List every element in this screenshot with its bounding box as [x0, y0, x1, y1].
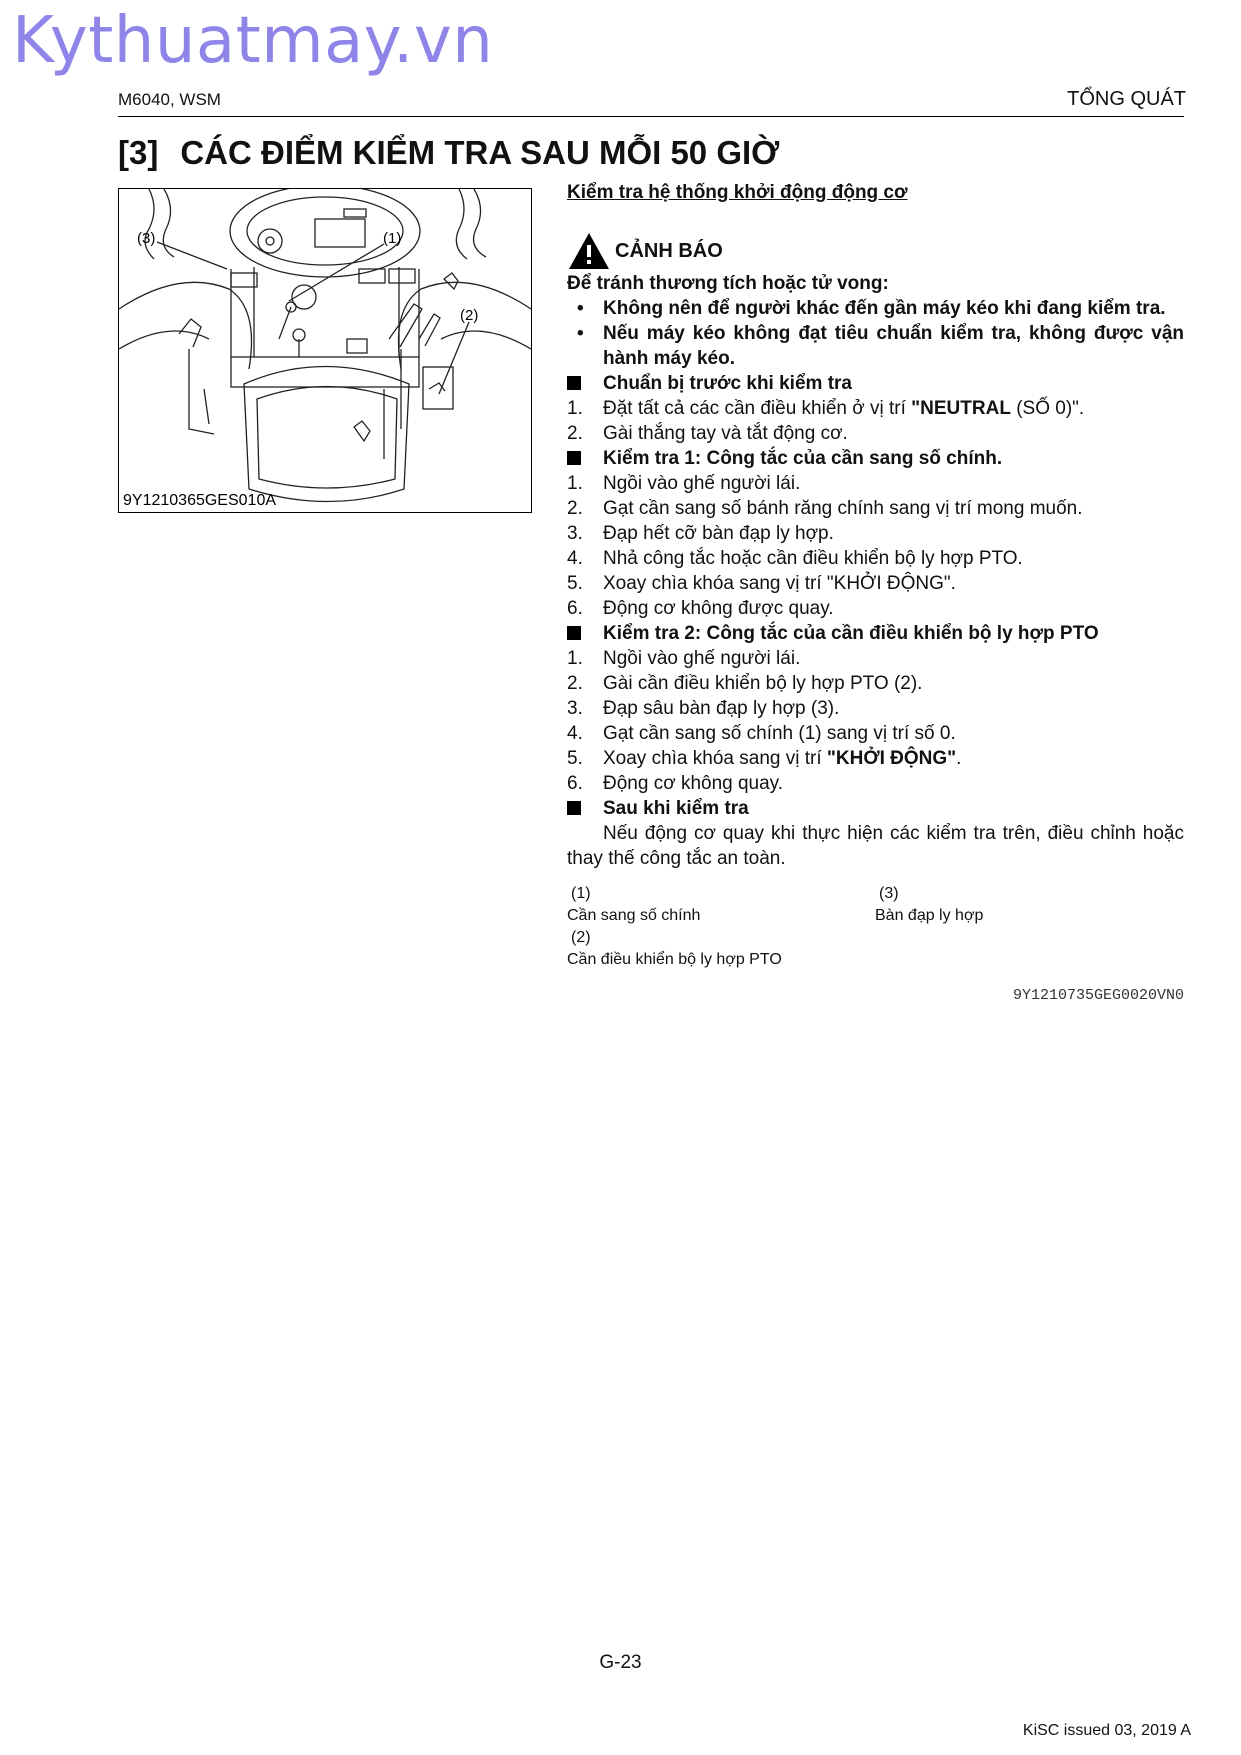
title-text: CÁC ĐIỂM KIỂM TRA SAU MỖI 50 GIỜ [180, 134, 780, 171]
figure-legend [567, 883, 1184, 971]
test1-step: 2. Gạt cần sang số bánh răng chính sang vị trí mong muốn. [567, 498, 1083, 519]
prep-step: 2. Gài thắng tay và tắt động cơ. [567, 423, 848, 444]
doc-code: 9Y1210735GEG0020VN0 [1012, 987, 1184, 1004]
figure-code: 9Y1210365GES010A [123, 492, 277, 509]
test1-step: 1. Ngồi vào ghế người lái. [567, 473, 801, 494]
warning-bullet: • Nếu máy kéo không đạt tiêu chuẩn kiểm tra, không được vận hành máy kéo. [567, 321, 1184, 371]
test1-step: 5. Xoay chìa khóa sang vị trí "KHỞI ĐỘNG". [567, 573, 956, 594]
warning-intro: Để tránh thương tích hoặc tử vong: [567, 273, 889, 294]
test2-step: 3. Đạp sâu bàn đạp ly hợp (3). [567, 698, 840, 719]
procedure-content [567, 180, 1184, 1008]
warning-header [567, 231, 1184, 271]
watermark: Kythuatmay.vn [12, 4, 494, 78]
tractor-cab-figure [118, 188, 532, 513]
page-number: G-23 [599, 1652, 642, 1673]
issue-note: KiSC issued 03, 2019 A [1022, 1722, 1191, 1739]
test2-step: 5. Xoay chìa khóa sang vị trí "KHỞI ĐỘNG". [567, 748, 962, 769]
warning-list [567, 296, 1184, 371]
callout-1: (1) [383, 230, 402, 247]
warning-triangle-icon [567, 231, 611, 271]
header-model: M6040, WSM [118, 90, 221, 109]
prep-step: 1. Đặt tất cả các cần điều khiển ở vị trí "NEUTRAL (SỐ 0)". [567, 398, 1085, 419]
section-heading: Kiểm tra hệ thống khởi động động cơ [567, 182, 908, 203]
test2-heading: Kiểm tra 2: Công tắc của cần điều khiển bộ ly hợp PTO [567, 621, 1184, 646]
test2-step: 6. Động cơ không quay. [567, 773, 784, 794]
after-heading: Sau khi kiểm tra [567, 796, 1184, 821]
callout-3: (3) [137, 230, 156, 247]
prep-heading: Chuẩn bị trước khi kiểm tra [567, 371, 1184, 396]
header-rule [118, 116, 1184, 117]
page-title [118, 134, 779, 172]
legend-item: (2) Cần điều khiển bộ ly hợp PTO [567, 929, 782, 968]
warning-label: CẢNH BÁO [615, 239, 723, 262]
test1-step: 4. Nhả công tắc hoặc cần điều khiển bộ ly hợp PTO. [567, 548, 1023, 569]
warning-bullet: • Không nên để người khác đến gần máy kéo khi đang kiểm tra. [567, 296, 1184, 321]
test1-step: 6. Động cơ không được quay. [567, 598, 834, 619]
test2-step: 4. Gạt cần sang số chính (1) sang vị trí số 0. [567, 723, 956, 744]
legend-item: (1) Cần sang số chính [567, 885, 701, 924]
test1-step: 3. Đạp hết cỡ bàn đạp ly hợp. [567, 523, 834, 544]
test1-heading: Kiểm tra 1: Công tắc của cần sang số chính. [567, 446, 1184, 471]
header-chapter: TỔNG QUÁT [1067, 88, 1186, 110]
callout-2: (2) [460, 307, 479, 324]
title-number: [3] [118, 134, 159, 171]
test2-step: 2. Gài cần điều khiển bộ ly hợp PTO (2). [567, 673, 923, 694]
after-text: Nếu động cơ quay khi thực hiện các kiểm tra trên, điều chỉnh hoặc thay thế công tắc an toàn. [567, 823, 1184, 869]
tractor-cab-drawing [119, 189, 531, 512]
test2-step: 1. Ngồi vào ghế người lái. [567, 648, 801, 669]
legend-item: (3) Bàn đạp ly hợp [875, 885, 984, 924]
